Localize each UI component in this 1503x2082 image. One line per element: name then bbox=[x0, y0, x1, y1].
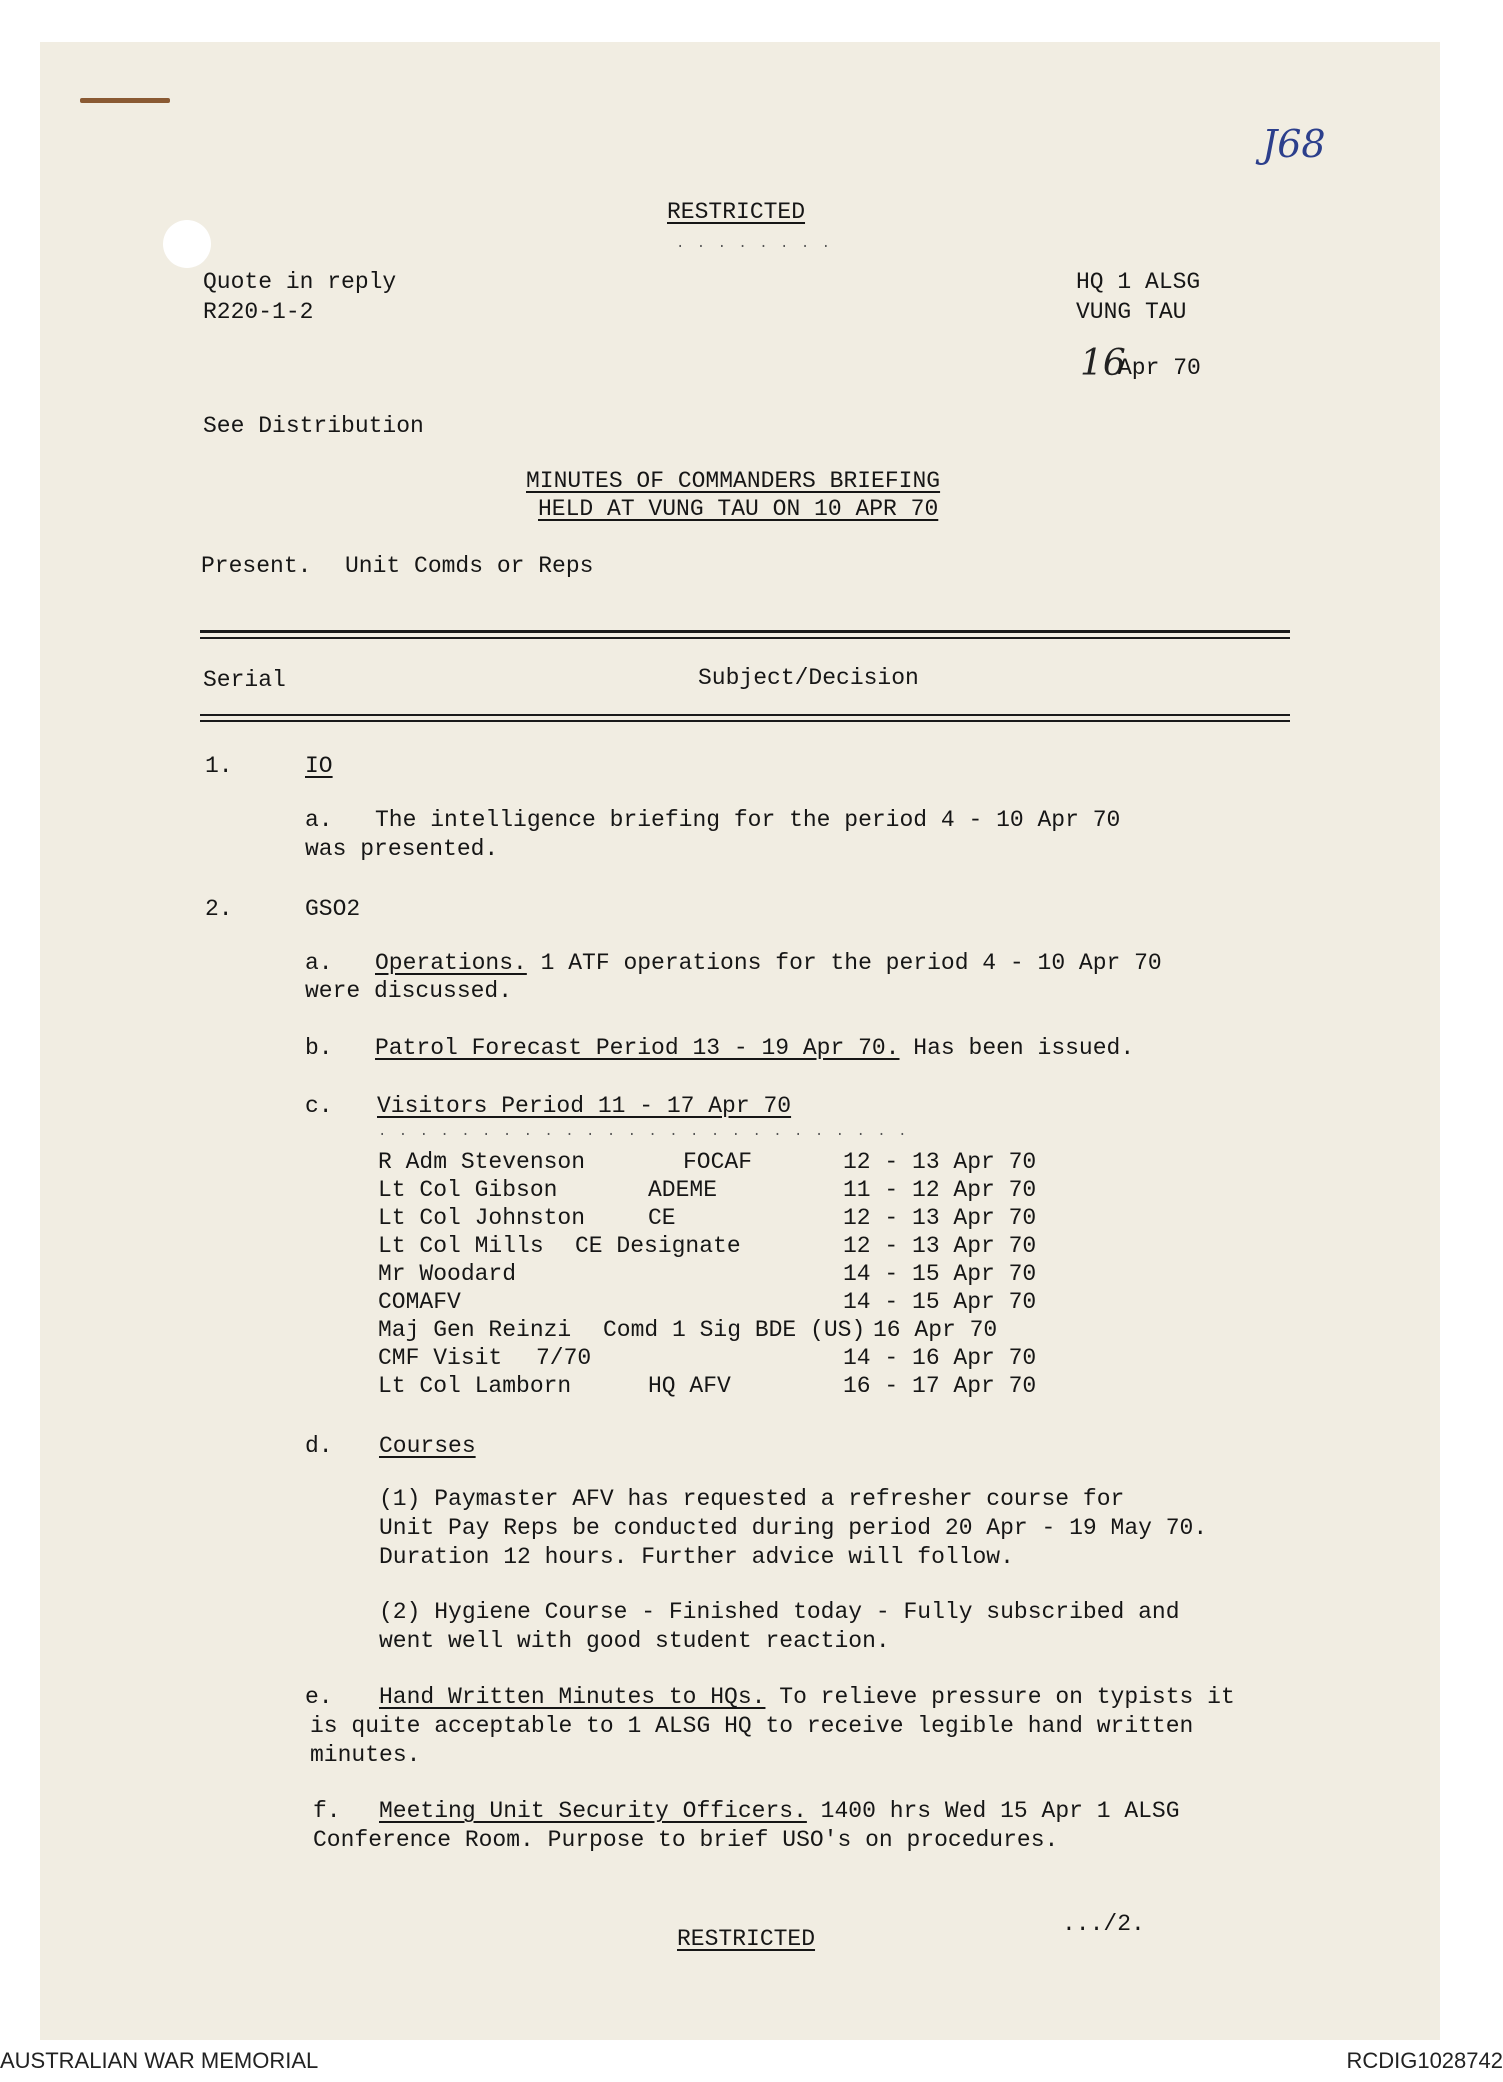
serial-number: 1. bbox=[205, 753, 233, 779]
header-rule-bottom-2 bbox=[200, 720, 1290, 722]
item-letter: a. bbox=[305, 807, 333, 833]
visitor-name: Mr Woodard bbox=[378, 1261, 517, 1287]
item-text: 1 ATF operations for the period 4 - 10 Apr 70 bbox=[526, 950, 1162, 976]
document-date: Apr 70 bbox=[1118, 355, 1201, 381]
visitor-name: Lt Col Johnston bbox=[378, 1205, 586, 1231]
page-continuation: .../2. bbox=[1062, 1911, 1145, 1937]
header-rule-top-2 bbox=[200, 637, 1290, 639]
visitor-dates: 12 - 13 Apr 70 bbox=[843, 1233, 1037, 1259]
title-line-1: MINUTES OF COMMANDERS BRIEFING bbox=[526, 468, 941, 494]
visitor-dates: 16 - 17 Apr 70 bbox=[843, 1373, 1037, 1399]
column-header-subject: Subject/Decision bbox=[698, 665, 919, 691]
item-line bbox=[379, 1797, 1180, 1825]
item-heading: Hand Written Minutes to HQs. bbox=[379, 1684, 766, 1710]
classification-bottom: RESTRICTED bbox=[677, 1926, 816, 1952]
item-text: is quite acceptable to 1 ALSG HQ to receive legible hand written bbox=[310, 1713, 1194, 1739]
visitor-name: Maj Gen Reinzi bbox=[378, 1317, 572, 1343]
item-line bbox=[379, 1683, 1235, 1711]
serial-title: GSO2 bbox=[305, 896, 361, 922]
present-label: Present. bbox=[201, 553, 312, 579]
visitor-name: Lt Col Gibson bbox=[378, 1177, 558, 1203]
visitor-dates: 11 - 12 Apr 70 bbox=[843, 1177, 1037, 1203]
item-letter: a. bbox=[305, 950, 333, 976]
visitor-unit: ADEME bbox=[648, 1177, 718, 1203]
visitor-dates: 14 - 15 Apr 70 bbox=[843, 1261, 1037, 1287]
item-text: was presented. bbox=[305, 836, 499, 862]
visitor-dates: 14 - 15 Apr 70 bbox=[843, 1289, 1037, 1315]
item-text: were discussed. bbox=[305, 978, 513, 1004]
item-text: Has been issued. bbox=[899, 1035, 1135, 1061]
visitor-name: Lt Col Lamborn bbox=[378, 1373, 572, 1399]
item-letter: f. bbox=[313, 1798, 341, 1824]
unit-location: VUNG TAU bbox=[1076, 299, 1187, 325]
visitor-dates: 12 - 13 Apr 70 bbox=[843, 1149, 1037, 1175]
visitor-name: CMF Visit bbox=[378, 1345, 503, 1371]
visitor-name: Lt Col Mills bbox=[378, 1233, 544, 1259]
item-letter: c. bbox=[305, 1093, 333, 1119]
header-rule-top bbox=[200, 630, 1290, 633]
handwritten-day: 16 bbox=[1080, 343, 1126, 384]
footer-document-id: RCDIG1028742 bbox=[1346, 2048, 1503, 2073]
margin-mark bbox=[80, 98, 170, 103]
visitor-dates: 12 - 13 Apr 70 bbox=[843, 1205, 1037, 1231]
punch-hole bbox=[163, 220, 211, 268]
item-heading: Meeting Unit Security Officers. bbox=[379, 1798, 807, 1824]
item-text: Conference Room. Purpose to brief USO's on procedures. bbox=[313, 1827, 1059, 1853]
visitor-unit: 7/70 bbox=[536, 1345, 592, 1371]
visitor-unit: CE Designate bbox=[575, 1233, 741, 1259]
visitor-dates: 14 - 16 Apr 70 bbox=[843, 1345, 1037, 1371]
present-value: Unit Comds or Reps bbox=[345, 553, 594, 579]
dotted-underline: . . . . . . . . bbox=[676, 236, 833, 252]
item-line bbox=[375, 949, 1162, 977]
visitor-name: R Adm Stevenson bbox=[378, 1149, 586, 1175]
visitor-unit: FOCAF bbox=[683, 1149, 753, 1175]
item-text: (1) Paymaster AFV has requested a refresher course for bbox=[379, 1486, 1125, 1512]
item-letter: b. bbox=[305, 1035, 333, 1061]
visitor-unit: CE bbox=[648, 1205, 676, 1231]
item-text: To relieve pressure on typists it bbox=[765, 1684, 1235, 1710]
quote-label: Quote in reply bbox=[203, 269, 397, 295]
item-heading: Patrol Forecast Period 13 - 19 Apr 70. bbox=[375, 1035, 900, 1061]
item-text: Unit Pay Reps be conducted during period 20 Apr - 19 May 70. bbox=[379, 1515, 1208, 1541]
item-text: went well with good student reaction. bbox=[379, 1628, 890, 1654]
item-text: minutes. bbox=[310, 1742, 421, 1768]
visitor-unit: HQ AFV bbox=[648, 1373, 731, 1399]
item-letter: d. bbox=[305, 1433, 333, 1459]
item-heading: Visitors Period 11 - 17 Apr 70 bbox=[377, 1093, 792, 1119]
handwritten-reference: J68 bbox=[1262, 122, 1326, 166]
addressee: See Distribution bbox=[203, 413, 424, 439]
item-text: The intelligence briefing for the period 4 - 10 Apr 70 bbox=[375, 807, 1121, 833]
footer-archive-name: AUSTRALIAN WAR MEMORIAL bbox=[0, 2048, 319, 2073]
unit-name: HQ 1 ALSG bbox=[1076, 269, 1201, 295]
item-letter: e. bbox=[305, 1684, 333, 1710]
serial-title: IO bbox=[305, 753, 333, 779]
visitor-unit: Comd 1 Sig BDE (US) bbox=[603, 1317, 866, 1343]
title-line-2: HELD AT VUNG TAU ON 10 APR 70 bbox=[538, 496, 939, 522]
item-heading: Courses bbox=[379, 1433, 476, 1459]
column-header-serial: Serial bbox=[203, 667, 286, 693]
visitor-dates: 16 Apr 70 bbox=[873, 1317, 998, 1343]
item-line bbox=[375, 1034, 1134, 1062]
header-rule-bottom bbox=[200, 714, 1290, 716]
dotted-underline: . . . . . . . . . . . . . . . . . . . . . . . . . . bbox=[378, 1124, 909, 1140]
item-text: Duration 12 hours. Further advice will follow. bbox=[379, 1544, 1014, 1570]
visitor-name: COMAFV bbox=[378, 1289, 461, 1315]
serial-number: 2. bbox=[205, 896, 233, 922]
file-reference: R220-1-2 bbox=[203, 299, 314, 325]
item-text: (2) Hygiene Course - Finished today - Fully subscribed and bbox=[379, 1599, 1180, 1625]
item-heading: Operations. bbox=[375, 950, 527, 976]
item-text: 1400 hrs Wed 15 Apr 1 ALSG bbox=[806, 1798, 1180, 1824]
classification-top: RESTRICTED bbox=[667, 199, 806, 225]
